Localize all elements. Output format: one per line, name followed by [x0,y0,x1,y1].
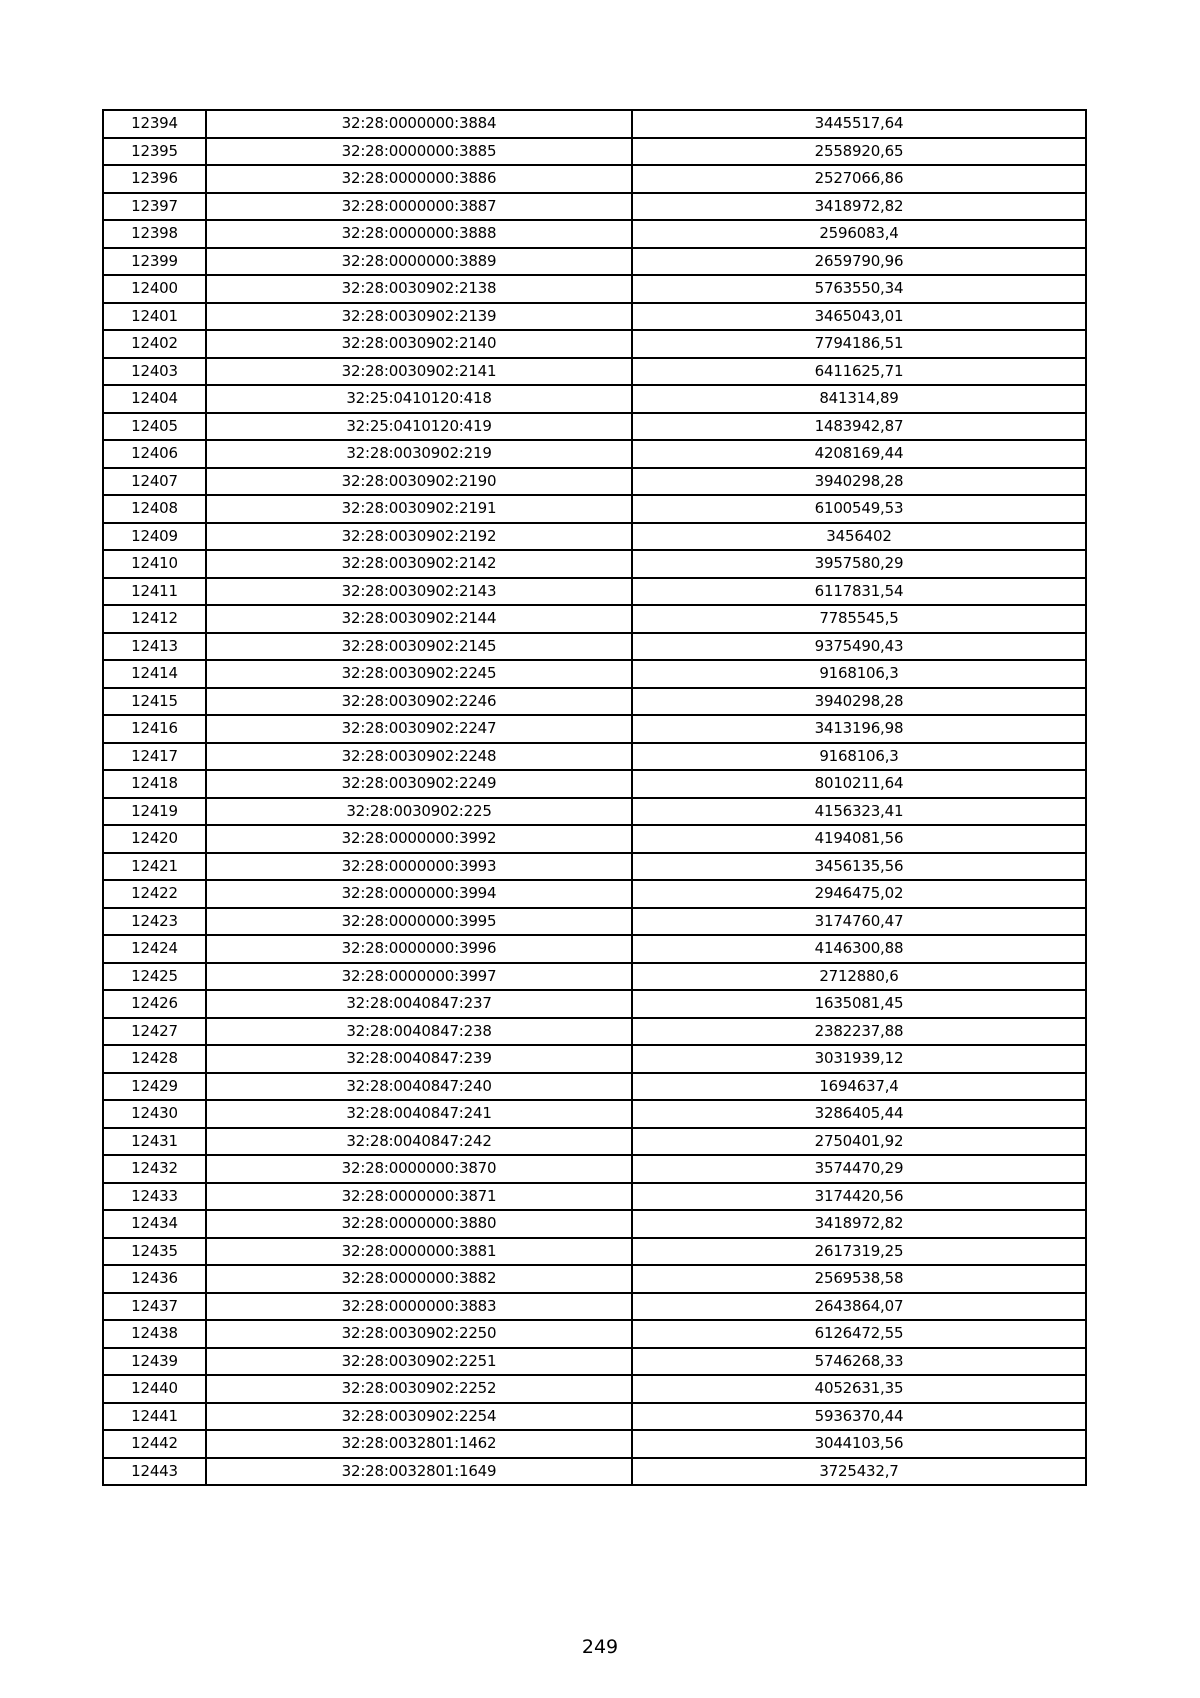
row-number-cell: 12442 [103,1430,206,1458]
row-number-cell: 12437 [103,1293,206,1321]
table-row [103,165,1086,193]
cadastral-value-cell: 3957580,29 [632,550,1086,578]
row-number-cell: 12443 [103,1458,206,1486]
row-number-cell: 12423 [103,908,206,936]
table-row [103,275,1086,303]
row-number-cell: 12428 [103,1045,206,1073]
cadastral-value-cell: 3456135,56 [632,853,1086,881]
cadastral-value-cell: 6100549,53 [632,495,1086,523]
row-number-cell: 12441 [103,1403,206,1431]
table-row [103,1045,1086,1073]
cadastral-value-cell: 2617319,25 [632,1238,1086,1266]
table-row [103,385,1086,413]
table-row [103,1430,1086,1458]
cadastral-value-cell: 2558920,65 [632,138,1086,166]
table-row [103,1073,1086,1101]
cadastral-number-cell: 32:28:0000000:3994 [206,880,632,908]
cadastral-number-cell: 32:28:0000000:3880 [206,1210,632,1238]
table-row [103,990,1086,1018]
row-number-cell: 12411 [103,578,206,606]
row-number-cell: 12409 [103,523,206,551]
cadastral-number-cell: 32:28:0030902:2144 [206,605,632,633]
cadastral-value-cell: 6126472,55 [632,1320,1086,1348]
cadastral-value-cell: 4052631,35 [632,1375,1086,1403]
table-row [103,330,1086,358]
row-number-cell: 12425 [103,963,206,991]
cadastral-number-cell: 32:28:0000000:3881 [206,1238,632,1266]
table-row [103,1348,1086,1376]
table-row [103,1155,1086,1183]
table-row [103,963,1086,991]
row-number-cell: 12429 [103,1073,206,1101]
cadastral-number-cell: 32:28:0040847:241 [206,1100,632,1128]
cadastral-number-cell: 32:25:0410120:419 [206,413,632,441]
row-number-cell: 12432 [103,1155,206,1183]
cadastral-value-cell: 3456402 [632,523,1086,551]
cadastral-value-cell: 3574470,29 [632,1155,1086,1183]
table-row [103,138,1086,166]
cadastral-value-cell: 3465043,01 [632,303,1086,331]
table-row [103,688,1086,716]
row-number-cell: 12420 [103,825,206,853]
cadastral-value-cell: 2946475,02 [632,880,1086,908]
table-row [103,1458,1086,1486]
row-number-cell: 12397 [103,193,206,221]
table-row [103,440,1086,468]
cadastral-value-cell: 3286405,44 [632,1100,1086,1128]
cadastral-number-cell: 32:28:0040847:240 [206,1073,632,1101]
cadastral-value-cell: 7785545,5 [632,605,1086,633]
table-row [103,193,1086,221]
table-row [103,1183,1086,1211]
table-row [103,523,1086,551]
cadastral-value-cell: 3940298,28 [632,468,1086,496]
cadastral-value-cell: 4208169,44 [632,440,1086,468]
cadastral-value-cell: 3725432,7 [632,1458,1086,1486]
cadastral-value-cell: 5936370,44 [632,1403,1086,1431]
table-row [103,605,1086,633]
row-number-cell: 12396 [103,165,206,193]
cadastral-number-cell: 32:28:0030902:2190 [206,468,632,496]
row-number-cell: 12413 [103,633,206,661]
cadastral-value-cell: 5763550,34 [632,275,1086,303]
table-row [103,248,1086,276]
table-row [103,935,1086,963]
row-number-cell: 12424 [103,935,206,963]
cadastral-number-cell: 32:28:0030902:2141 [206,358,632,386]
cadastral-value-cell: 6411625,71 [632,358,1086,386]
cadastral-number-cell: 32:28:0030902:2250 [206,1320,632,1348]
row-number-cell: 12405 [103,413,206,441]
table-row [103,908,1086,936]
table-row [103,880,1086,908]
row-number-cell: 12408 [103,495,206,523]
table-row [103,770,1086,798]
cadastral-number-cell: 32:28:0030902:2251 [206,1348,632,1376]
cadastral-number-cell: 32:28:0030902:2248 [206,743,632,771]
cadastral-number-cell: 32:28:0030902:2138 [206,275,632,303]
row-number-cell: 12394 [103,110,206,138]
cadastral-number-cell: 32:28:0030902:2140 [206,330,632,358]
cadastral-value-cell: 9375490,43 [632,633,1086,661]
table-row [103,468,1086,496]
cadastral-number-cell: 32:28:0000000:3888 [206,220,632,248]
row-number-cell: 12431 [103,1128,206,1156]
table-row [103,578,1086,606]
table-row [103,495,1086,523]
row-number-cell: 12434 [103,1210,206,1238]
row-number-cell: 12403 [103,358,206,386]
table-row [103,1100,1086,1128]
table-row [103,303,1086,331]
cadastral-value-cell: 3418972,82 [632,193,1086,221]
table-row [103,798,1086,826]
cadastral-number-cell: 32:28:0000000:3882 [206,1265,632,1293]
row-number-cell: 12435 [103,1238,206,1266]
cadastral-value-cell: 1694637,4 [632,1073,1086,1101]
cadastral-number-cell: 32:28:0000000:3993 [206,853,632,881]
row-number-cell: 12395 [103,138,206,166]
table-row [103,1238,1086,1266]
cadastral-value-cell: 841314,89 [632,385,1086,413]
cadastral-number-cell: 32:28:0040847:238 [206,1018,632,1046]
row-number-cell: 12430 [103,1100,206,1128]
row-number-cell: 12417 [103,743,206,771]
row-number-cell: 12418 [103,770,206,798]
cadastral-number-cell: 32:28:0000000:3889 [206,248,632,276]
cadastral-value-table [102,109,1087,1486]
cadastral-value-cell: 4146300,88 [632,935,1086,963]
row-number-cell: 12436 [103,1265,206,1293]
cadastral-number-cell: 32:28:0000000:3996 [206,935,632,963]
cadastral-number-cell: 32:28:0000000:3884 [206,110,632,138]
cadastral-value-cell: 2569538,58 [632,1265,1086,1293]
cadastral-number-cell: 32:28:0000000:3997 [206,963,632,991]
table-row [103,1293,1086,1321]
row-number-cell: 12410 [103,550,206,578]
row-number-cell: 12401 [103,303,206,331]
row-number-cell: 12416 [103,715,206,743]
cadastral-value-cell: 3044103,56 [632,1430,1086,1458]
cadastral-number-cell: 32:28:0030902:2245 [206,660,632,688]
row-number-cell: 12406 [103,440,206,468]
cadastral-value-cell: 3445517,64 [632,110,1086,138]
row-number-cell: 12421 [103,853,206,881]
cadastral-value-cell: 2643864,07 [632,1293,1086,1321]
cadastral-value-cell: 7794186,51 [632,330,1086,358]
cadastral-value-cell: 8010211,64 [632,770,1086,798]
cadastral-value-cell: 5746268,33 [632,1348,1086,1376]
cadastral-number-cell: 32:28:0030902:2246 [206,688,632,716]
cadastral-value-cell: 3031939,12 [632,1045,1086,1073]
table-row [103,1265,1086,1293]
cadastral-number-cell: 32:28:0000000:3887 [206,193,632,221]
row-number-cell: 12427 [103,1018,206,1046]
cadastral-number-cell: 32:28:0030902:2192 [206,523,632,551]
cadastral-value-cell: 9168106,3 [632,660,1086,688]
row-number-cell: 12438 [103,1320,206,1348]
cadastral-value-cell: 2750401,92 [632,1128,1086,1156]
table-row [103,110,1086,138]
cadastral-number-cell: 32:28:0030902:2139 [206,303,632,331]
cadastral-value-cell: 3174760,47 [632,908,1086,936]
cadastral-value-cell: 3413196,98 [632,715,1086,743]
row-number-cell: 12412 [103,605,206,633]
table-row [103,220,1086,248]
cadastral-value-cell: 2382237,88 [632,1018,1086,1046]
row-number-cell: 12415 [103,688,206,716]
row-number-cell: 12439 [103,1348,206,1376]
cadastral-number-cell: 32:28:0000000:3871 [206,1183,632,1211]
cadastral-number-cell: 32:28:0032801:1649 [206,1458,632,1486]
row-number-cell: 12440 [103,1375,206,1403]
cadastral-value-cell: 6117831,54 [632,578,1086,606]
cadastral-number-cell: 32:28:0000000:3995 [206,908,632,936]
cadastral-number-cell: 32:28:0040847:239 [206,1045,632,1073]
cadastral-number-cell: 32:28:0000000:3883 [206,1293,632,1321]
table-row [103,825,1086,853]
cadastral-number-cell: 32:28:0040847:237 [206,990,632,1018]
table-body [103,110,1086,1485]
cadastral-value-cell: 4156323,41 [632,798,1086,826]
row-number-cell: 12399 [103,248,206,276]
cadastral-number-cell: 32:28:0030902:2142 [206,550,632,578]
table-row [103,743,1086,771]
cadastral-value-cell: 3174420,56 [632,1183,1086,1211]
table-row [103,550,1086,578]
row-number-cell: 12426 [103,990,206,1018]
cadastral-number-cell: 32:28:0032801:1462 [206,1430,632,1458]
cadastral-number-cell: 32:28:0030902:219 [206,440,632,468]
table-row [103,660,1086,688]
table-row [103,715,1086,743]
table-row [103,853,1086,881]
table-row [103,1128,1086,1156]
cadastral-number-cell: 32:28:0030902:2143 [206,578,632,606]
table-row [103,358,1086,386]
row-number-cell: 12422 [103,880,206,908]
row-number-cell: 12400 [103,275,206,303]
cadastral-value-cell: 2659790,96 [632,248,1086,276]
cadastral-number-cell: 32:28:0000000:3992 [206,825,632,853]
page-number: 249 [581,1636,619,1658]
table-row [103,1375,1086,1403]
cadastral-value-cell: 2596083,4 [632,220,1086,248]
row-number-cell: 12398 [103,220,206,248]
cadastral-number-cell: 32:28:0030902:225 [206,798,632,826]
cadastral-number-cell: 32:25:0410120:418 [206,385,632,413]
cadastral-number-cell: 32:28:0000000:3886 [206,165,632,193]
table-row [103,633,1086,661]
cadastral-number-cell: 32:28:0030902:2145 [206,633,632,661]
table-row [103,413,1086,441]
table-row [103,1210,1086,1238]
cadastral-value-cell: 4194081,56 [632,825,1086,853]
cadastral-number-cell: 32:28:0030902:2252 [206,1375,632,1403]
cadastral-value-cell: 1635081,45 [632,990,1086,1018]
row-number-cell: 12402 [103,330,206,358]
row-number-cell: 12433 [103,1183,206,1211]
row-number-cell: 12419 [103,798,206,826]
cadastral-value-cell: 3940298,28 [632,688,1086,716]
cadastral-number-cell: 32:28:0030902:2254 [206,1403,632,1431]
cadastral-value-cell: 3418972,82 [632,1210,1086,1238]
row-number-cell: 12407 [103,468,206,496]
row-number-cell: 12404 [103,385,206,413]
table-row [103,1320,1086,1348]
table-row [103,1018,1086,1046]
cadastral-number-cell: 32:28:0030902:2247 [206,715,632,743]
row-number-cell: 12414 [103,660,206,688]
cadastral-value-cell: 2712880,6 [632,963,1086,991]
cadastral-number-cell: 32:28:0030902:2249 [206,770,632,798]
table-row [103,1403,1086,1431]
cadastral-number-cell: 32:28:0000000:3870 [206,1155,632,1183]
cadastral-number-cell: 32:28:0040847:242 [206,1128,632,1156]
cadastral-value-cell: 9168106,3 [632,743,1086,771]
cadastral-number-cell: 32:28:0030902:2191 [206,495,632,523]
cadastral-number-cell: 32:28:0000000:3885 [206,138,632,166]
cadastral-value-cell: 1483942,87 [632,413,1086,441]
cadastral-value-cell: 2527066,86 [632,165,1086,193]
